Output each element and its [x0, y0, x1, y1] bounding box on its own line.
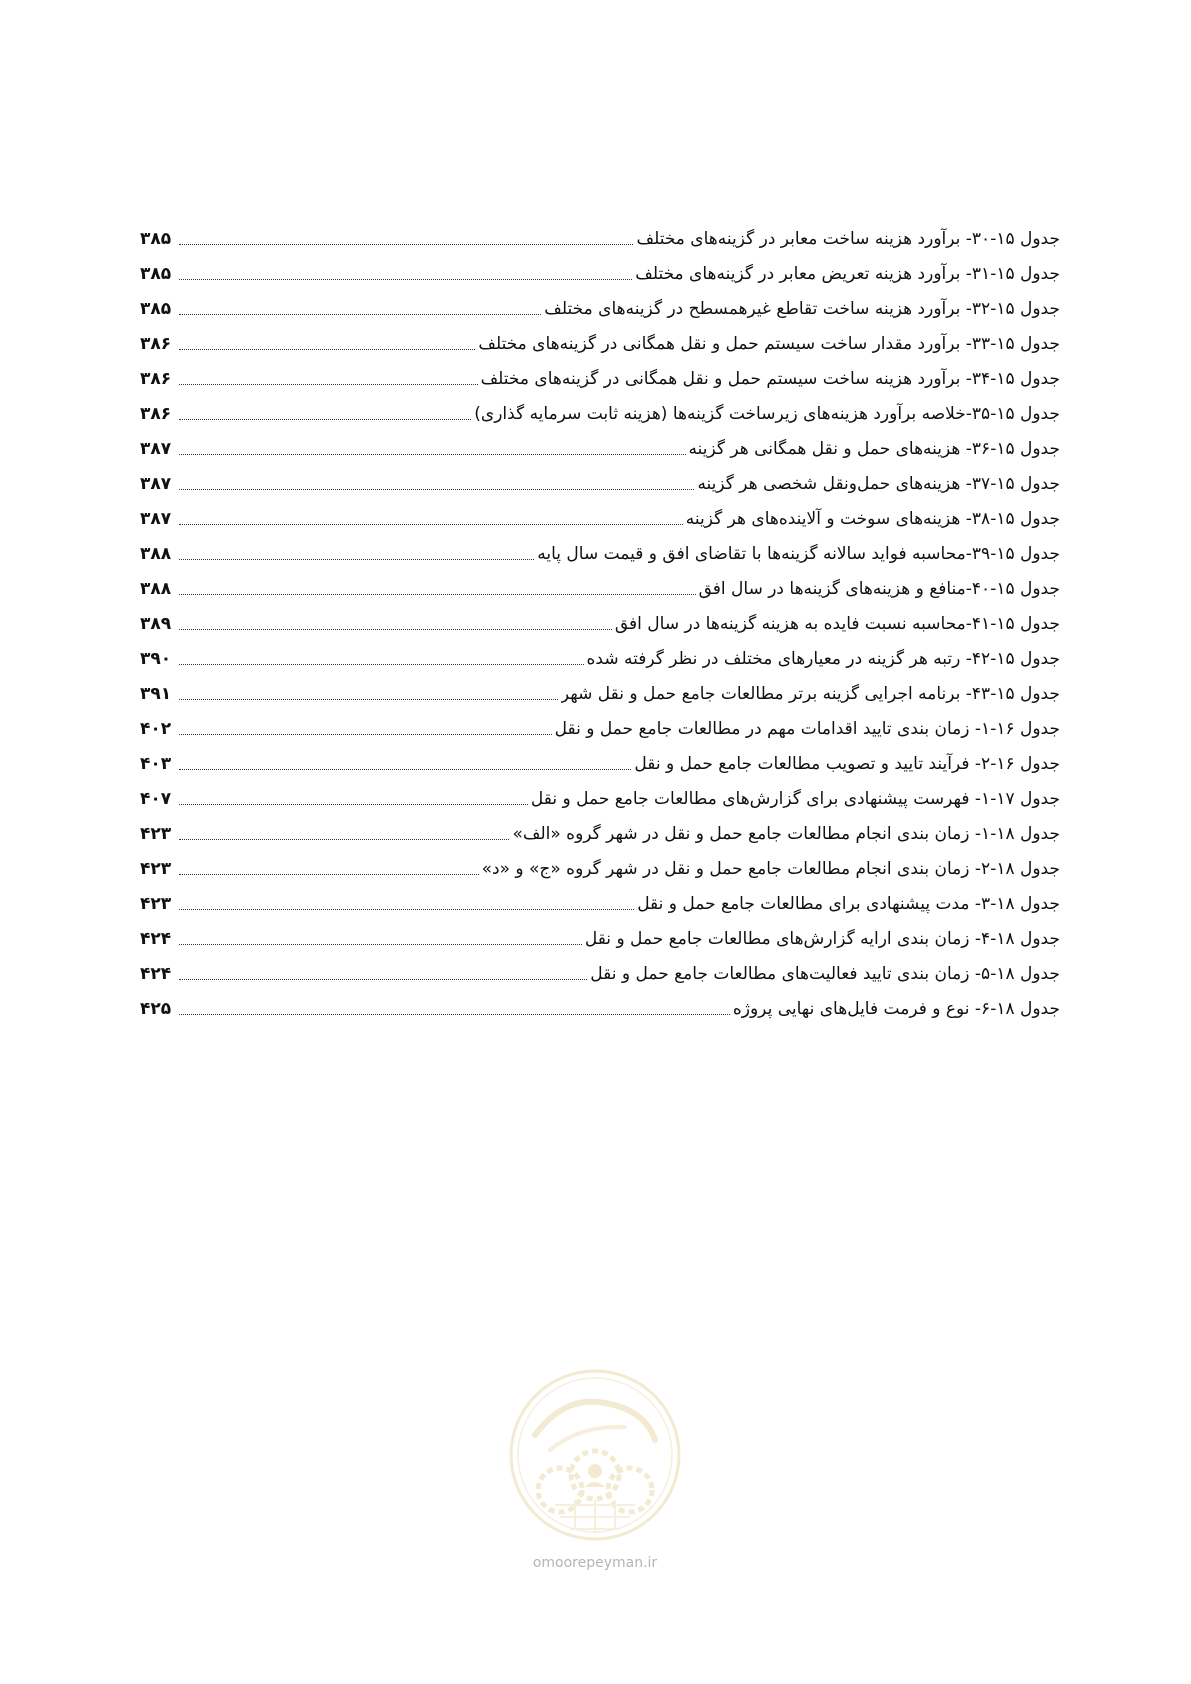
toc-entry-page-number: ۳۸۵ [140, 229, 172, 249]
omoorepeyman-logo-watermark [505, 1365, 685, 1545]
toc-entry[interactable] [140, 320, 1060, 355]
dot-leader [179, 944, 582, 945]
dot-leader [179, 279, 632, 280]
toc-entry[interactable] [140, 845, 1060, 880]
toc-entry-title: جدول ۱۵-۳۳- برآورد مقدار ساخت سیستم حمل و نقل همگانی در گزینه‌های مختلف [478, 334, 1060, 354]
toc-entry-title: جدول ۱۸-۲- زمان بندی انجام مطالعات جامع حمل و نقل در شهر گروه «ج» و «د» [481, 859, 1060, 879]
dot-leader [179, 489, 694, 490]
dot-leader [179, 664, 584, 665]
toc-entry[interactable] [140, 600, 1060, 635]
toc-entry-title: جدول ۱۸-۶- نوع و فرمت فایل‌های نهایی پروژه [732, 999, 1060, 1019]
toc-entry-title: جدول ۱۸-۵- زمان بندی تایید فعالیت‌های مطالعات جامع حمل و نقل [590, 964, 1060, 984]
toc-entry-page-number: ۳۸۸ [140, 579, 172, 599]
toc-entry-page-number: ۴۲۵ [140, 999, 172, 1019]
toc-entry[interactable] [140, 740, 1060, 775]
toc-entry-title: جدول ۱۵-۳۲- برآورد هزینه ساخت تقاطع غیرهمسطح در گزینه‌های مختلف [544, 299, 1060, 319]
toc-entry[interactable] [140, 215, 1060, 250]
dot-leader [179, 979, 587, 980]
toc-entry-page-number: ۴۲۴ [140, 929, 172, 949]
dot-leader [179, 839, 509, 840]
toc-entry[interactable] [140, 355, 1060, 390]
toc-entry[interactable] [140, 390, 1060, 425]
toc-entry[interactable] [140, 285, 1060, 320]
dot-leader [179, 419, 471, 420]
dot-leader [179, 349, 475, 350]
toc-entry-page-number: ۴۰۷ [140, 789, 172, 809]
toc-entry-title: جدول ۱۵-۴۱-محاسبه نسبت فایده به هزینه گزینه‌ها در سال افق [614, 614, 1060, 634]
toc-entry-page-number: ۳۸۸ [140, 544, 172, 564]
dot-leader [179, 769, 631, 770]
toc-entry-title: جدول ۱۸-۴- زمان بندی ارایه گزارش‌های مطالعات جامع حمل و نقل [584, 929, 1060, 949]
toc-entry-page-number: ۳۸۷ [140, 439, 172, 459]
toc-entry-title: جدول ۱۵-۴۳- برنامه اجرایی گزینه برتر مطالعات جامع حمل و نقل شهر [560, 684, 1060, 704]
toc-entry-page-number: ۳۸۹ [140, 614, 172, 634]
toc-entry-title: جدول ۱۵-۳۶- هزینه‌های حمل و نقل همگانی هر گزینه [688, 439, 1060, 459]
toc-entry-page-number: ۳۸۷ [140, 509, 172, 529]
toc-entry-page-number: ۳۸۷ [140, 474, 172, 494]
dot-leader [179, 594, 696, 595]
toc-entry-title: جدول ۱۸-۱- زمان بندی انجام مطالعات جامع حمل و نقل در شهر گروه «الف» [512, 824, 1060, 844]
dot-leader [179, 874, 479, 875]
toc-entry-page-number: ۴۰۳ [140, 754, 172, 774]
toc-entry[interactable] [140, 985, 1060, 1020]
toc-entry[interactable] [140, 950, 1060, 985]
dot-leader [179, 804, 528, 805]
dot-leader [179, 559, 534, 560]
dot-leader [179, 524, 683, 525]
toc-entry-title: جدول ۱۵-۳۷- هزینه‌های حمل‌ونقل شخصی هر گزینه [697, 474, 1060, 494]
toc-entry-title: جدول ۱۸-۳- مدت پیشنهادی برای مطالعات جامع حمل و نقل [637, 894, 1060, 914]
dot-leader [179, 629, 612, 630]
toc-entry-title: جدول ۱۵-۳۹-محاسبه فواید سالانه گزینه‌ها با تقاضای افق و قیمت سال پایه [537, 544, 1060, 564]
toc-entry[interactable] [140, 915, 1060, 950]
dot-leader [179, 1014, 730, 1015]
toc-entry[interactable] [140, 705, 1060, 740]
toc-entry-title: جدول ۱۵-۳۴- برآورد هزینه ساخت سیستم حمل و نقل همگانی در گزینه‌های مختلف [480, 369, 1060, 389]
toc-entry-page-number: ۳۸۶ [140, 369, 172, 389]
toc-entry-page-number: ۴۲۳ [140, 859, 172, 879]
watermark-url: omoorepeyman.ir [532, 1555, 658, 1571]
toc-entry[interactable] [140, 425, 1060, 460]
dot-leader [179, 909, 634, 910]
dot-leader [179, 734, 552, 735]
toc-entry-page-number: ۳۹۱ [140, 684, 172, 704]
toc-entry-page-number: ۳۸۵ [140, 299, 172, 319]
toc-entry[interactable] [140, 495, 1060, 530]
dot-leader [179, 244, 633, 245]
toc-entry[interactable] [140, 775, 1060, 810]
dot-leader [179, 384, 478, 385]
toc-entry-page-number: ۴۲۴ [140, 964, 172, 984]
dot-leader [179, 454, 686, 455]
toc-entry[interactable] [140, 810, 1060, 845]
toc-entry-page-number: ۴۲۳ [140, 894, 172, 914]
toc-entry-title: جدول ۱۵-۴۰-منافع و هزینه‌های گزینه‌ها در سال افق [698, 579, 1060, 599]
toc-entry-title: جدول ۱۶-۲- فرآیند تایید و تصویب مطالعات جامع حمل و نقل [634, 754, 1060, 774]
dot-leader [179, 699, 558, 700]
toc-entry-title: جدول ۱۶-۱- زمان بندی تایید اقدامات مهم در مطالعات جامع حمل و نقل [554, 719, 1060, 739]
dot-leader [179, 314, 541, 315]
toc-entry-page-number: ۳۹۰ [140, 649, 172, 669]
toc-entry-title: جدول ۱۷-۱- فهرست پیشنهادی برای گزارش‌های مطالعات جامع حمل و نقل [530, 789, 1060, 809]
toc-entry-title: جدول ۱۵-۳۱- برآورد هزینه تعریض معابر در گزینه‌های مختلف [635, 264, 1060, 284]
toc-entry[interactable] [140, 635, 1060, 670]
toc-entry[interactable] [140, 530, 1060, 565]
toc-entry[interactable] [140, 250, 1060, 285]
toc-entry-title: جدول ۱۵-۳۵-خلاصه برآورد هزینه‌های زیرساخت گزینه‌ها (هزینه ثابت سرمایه گذاری) [474, 404, 1060, 424]
toc-entry[interactable] [140, 460, 1060, 495]
toc-entry-title: جدول ۱۵-۴۲- رتبه هر گزینه در معیارهای مختلف در نظر گرفته شده [586, 649, 1060, 669]
toc-entry-page-number: ۳۸۶ [140, 404, 172, 424]
toc-entry-page-number: ۴۰۲ [140, 719, 172, 739]
toc-entry-title: جدول ۱۵-۳۸- هزینه‌های سوخت و آلاینده‌های هر گزینه [685, 509, 1060, 529]
table-of-contents [140, 215, 1060, 1020]
toc-entry-page-number: ۳۸۵ [140, 264, 172, 284]
toc-entry-page-number: ۳۸۶ [140, 334, 172, 354]
toc-entry[interactable] [140, 565, 1060, 600]
toc-entry[interactable] [140, 880, 1060, 915]
toc-entry[interactable] [140, 670, 1060, 705]
toc-entry-title: جدول ۱۵-۳۰- برآورد هزینه ساخت معابر در گزینه‌های مختلف [636, 229, 1060, 249]
toc-entry-page-number: ۴۲۳ [140, 824, 172, 844]
